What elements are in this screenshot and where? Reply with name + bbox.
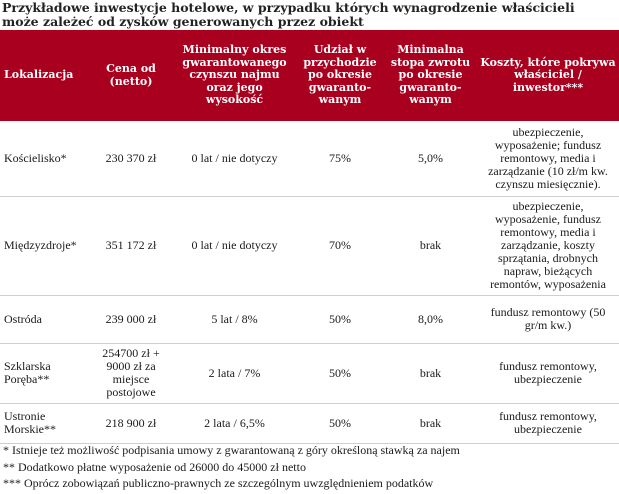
cell-costs: ubezpieczenie, wyposażenie; fundusz remontowy, media i zarządzanie (10 zł/m kw. czynszu miesięcznie). bbox=[477, 121, 619, 196]
header-lokalizacja: Lokalizacja bbox=[0, 30, 89, 121]
cell-price: 351 172 zł bbox=[89, 196, 173, 295]
cell-share: 70% bbox=[296, 196, 384, 295]
footnote: * Istnieje też możliwość podpisania umowy z gwarantowaną z góry określoną stawką za najem bbox=[3, 443, 460, 457]
investments-table bbox=[0, 30, 619, 444]
header-koszty: Koszty, które pokrywa właściciel / inwestor*** bbox=[477, 30, 619, 121]
cell-period: 2 lata / 6,5% bbox=[173, 403, 296, 443]
table-row bbox=[0, 196, 619, 295]
cell-price: 239 000 zł bbox=[89, 295, 173, 343]
cell-rate: 5,0% bbox=[384, 121, 477, 196]
cell-location: Szklarska Poręba** bbox=[0, 343, 89, 403]
cell-costs: fundusz remontowy, ubezpieczenie bbox=[477, 403, 619, 443]
cell-rate: brak bbox=[384, 343, 477, 403]
cell-location: Kościelisko* bbox=[0, 121, 89, 196]
header-udzial: Udział w przychodzie po okresie gwaranto-wanym bbox=[296, 30, 384, 121]
header-stopa: Minimalna stopa zwrotu po okresie gwaranto-wanym bbox=[384, 30, 477, 121]
table-row bbox=[0, 403, 619, 443]
cell-rate: brak bbox=[384, 403, 477, 443]
cell-costs: fundusz remontowy, ubezpieczenie bbox=[477, 343, 619, 403]
footnote: *** Oprócz zobowiązań publiczno-prawnych ze szczególnym uwzględnieniem podatków bbox=[3, 476, 434, 490]
cell-price: 254700 zł + 9000 zł za miejsce postojowe bbox=[89, 343, 173, 403]
table-row bbox=[0, 343, 619, 403]
cell-costs: fundusz remontowy (50 gr/m kw.) bbox=[477, 295, 619, 343]
table-row bbox=[0, 295, 619, 343]
cell-period: 0 lat / nie dotyczy bbox=[173, 196, 296, 295]
cell-location: Ustronie Morskie** bbox=[0, 403, 89, 443]
cell-share: 50% bbox=[296, 295, 384, 343]
cell-price: 218 900 zł bbox=[89, 403, 173, 443]
page-title: Przykładowe inwestycje hotelowe, w przypadku których wynagrodzenie właścicieli może zależeć od zysków generowanych przez obiekt bbox=[2, 0, 575, 29]
cell-share: 75% bbox=[296, 121, 384, 196]
cell-period: 2 lata / 7% bbox=[173, 343, 296, 403]
table-header-row bbox=[0, 30, 619, 121]
cell-price: 230 370 zł bbox=[89, 121, 173, 196]
cell-rate: brak bbox=[384, 196, 477, 295]
table-row bbox=[0, 121, 619, 196]
cell-period: 0 lat / nie dotyczy bbox=[173, 121, 296, 196]
cell-rate: 8,0% bbox=[384, 295, 477, 343]
cell-period: 5 lat / 8% bbox=[173, 295, 296, 343]
footnotes bbox=[3, 442, 460, 492]
cell-share: 50% bbox=[296, 343, 384, 403]
cell-costs: ubezpieczenie, wyposażenie, fundusz remontowy, media i zarządzanie, koszty sprzątania, drobnych napraw, bieżących remontów, wyposażenia bbox=[477, 196, 619, 295]
footnote: ** Dodatkowo płatne wyposażenie od 26000 do 45000 zł netto bbox=[3, 459, 306, 474]
header-cena: Cena od (netto) bbox=[89, 30, 173, 121]
cell-location: Międzyzdroje* bbox=[0, 196, 89, 295]
cell-share: 50% bbox=[296, 403, 384, 443]
cell-location: Ostróda bbox=[0, 295, 89, 343]
header-okres: Minimalny okres gwarantowanego czynszu najmu oraz jego wysokość bbox=[173, 30, 296, 121]
